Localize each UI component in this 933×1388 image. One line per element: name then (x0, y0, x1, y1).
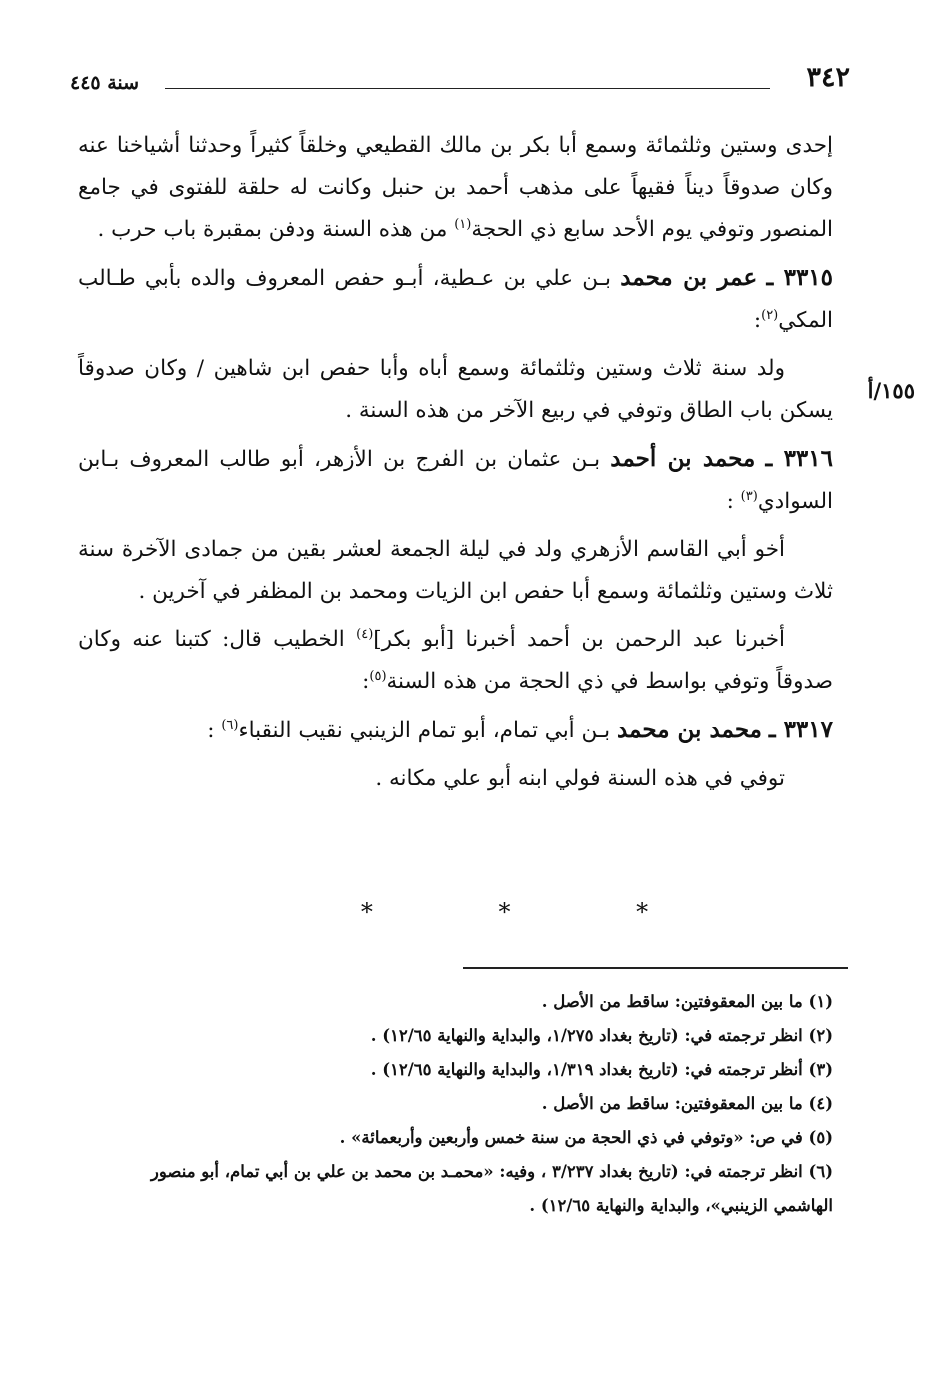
entry-lineage: بـن عثمان بن الفرج بن الأزهر، أبو طالب المعروف بـابن السوادي (78, 447, 833, 514)
footnote-1: (١) ما بين المعقوفتين: ساقط من الأصل . (541, 992, 833, 1011)
section-separator (0, 898, 933, 926)
footnote-5: (٥) في ص: «وتوفي في ذي الحجة من سنة خمس وأربعين وأربعمائة» . (339, 1128, 833, 1147)
paragraph (78, 348, 833, 432)
entry-lineage: بـن أبي تمام، أبو تمام الزينبي نقيب النقباء (238, 718, 617, 743)
header-rule (165, 88, 770, 89)
footnote-marker: (٢) (761, 307, 779, 323)
entry-name: محمد بن محمد (616, 716, 762, 743)
footnote-rule (463, 967, 848, 969)
manuscript-folio-reference: ١٥٥/أ (867, 378, 915, 403)
paragraph-text: أخبرنا عبد الرحمن بن أحمد أخبرنا [أبو بكر] (373, 627, 785, 652)
paragraph-text: توفي في هذه السنة فولي ابنه أبو علي مكانه . (375, 766, 785, 791)
entry-number: ٣٣١٥ ـ (766, 264, 834, 291)
star: * (636, 898, 663, 926)
footnote-marker: (٤) (356, 626, 374, 642)
entry-colon: : (726, 489, 741, 514)
paragraph-text: إحدى وستين وثلثمائة وسمع أبا بكر بن مالك القطيعي وخلقاً كثيراً وحدثنا أشياخنا عنه وكان صدوقاً ديناً فقيهاً على مذهب أحمد بن حنبل وكانت له حلقة للفتوى في جامع المنصور وتوفي يوم الأحد سابع ذي الحجة (78, 133, 833, 242)
footnote-4: (٤) ما بين المعقوفتين: ساقط من الأصل . (541, 1094, 833, 1113)
footnote-marker: (١) (454, 216, 472, 232)
footnote-marker: (٥) (369, 668, 387, 684)
biography-entry-3317 (78, 709, 833, 752)
biography-entry-3315 (78, 257, 833, 342)
entry-number: ٣٣١٧ ـ (768, 716, 833, 743)
paragraph (78, 529, 833, 613)
star: * (360, 898, 387, 926)
paragraph-text-end: من هذه السنة ودفن بمقبرة باب حرب . (97, 217, 455, 242)
paragraph (78, 619, 833, 703)
footnote-6-continuation: الهاشمي الزينبي»، والبداية والنهاية ١٢/٦٥) . (529, 1196, 833, 1215)
footnotes (88, 985, 833, 1223)
entry-colon: : (753, 308, 762, 333)
paragraph (78, 758, 833, 800)
entry-number: ٣٣١٦ ـ (765, 445, 833, 472)
entry-name: عمر بن محمد (620, 264, 758, 291)
footnote-3: (٣) أنظر ترجمته في: (تاريخ بغداد ١/٣١٩، والبداية والنهاية ١٢/٦٥) . (370, 1060, 833, 1079)
footnote-marker: (٦) (221, 717, 239, 733)
star: * (498, 898, 525, 926)
running-header (70, 62, 850, 102)
biography-entry-3316 (78, 438, 833, 523)
paragraph-text: أخو أبي القاسم الأزهري ولد في ليلة الجمعة لعشر بقين من جمادى الآخرة سنة ثلاث وستين وثلثمائة وسمع أبا حفص ابن الزيات ومحمد بن المظفر في آخرين . (78, 537, 833, 604)
entry-lineage: بـن علي بن عـطية، أبـو حفص المعروف والده بأبي طـالب المكي (78, 266, 833, 333)
paragraph-text-mid: الخطيب قال: كتبنا عنه وكان صدوقاً وتوفي بواسط في ذي الحجة من هذه السنة (78, 627, 833, 694)
footnote-2: (٢) انظر ترجمته في: (تاريخ بغداد ١/٢٧٥، والبداية والنهاية ١٢/٦٥) . (370, 1026, 833, 1045)
paragraph-text-end: : (362, 669, 370, 694)
footnote-marker: (٣) (740, 488, 758, 504)
main-text (78, 125, 833, 806)
paragraph-text: ولد سنة ثلاث وستين وثلثمائة وسمع أباه وأبا حفص ابن شاهين / وكان صدوقاً يسكن باب الطاق وتوفي في ربيع الآخر من هذه السنة . (78, 356, 833, 423)
footnote-6: (٦) انظر ترجمته في: (تاريخ بغداد ٣/٢٣٧ ، وفيه: «محمـد بن محمد بن علي بن أبي تمام، أبو منصور (150, 1162, 833, 1181)
running-title: سنة ٤٤٥ (70, 72, 140, 94)
entry-colon: : (207, 718, 222, 743)
paragraph-continuation (78, 125, 833, 251)
page-number: ٣٤٢ (806, 62, 850, 93)
entry-name: محمد بن أحمد (610, 445, 756, 472)
